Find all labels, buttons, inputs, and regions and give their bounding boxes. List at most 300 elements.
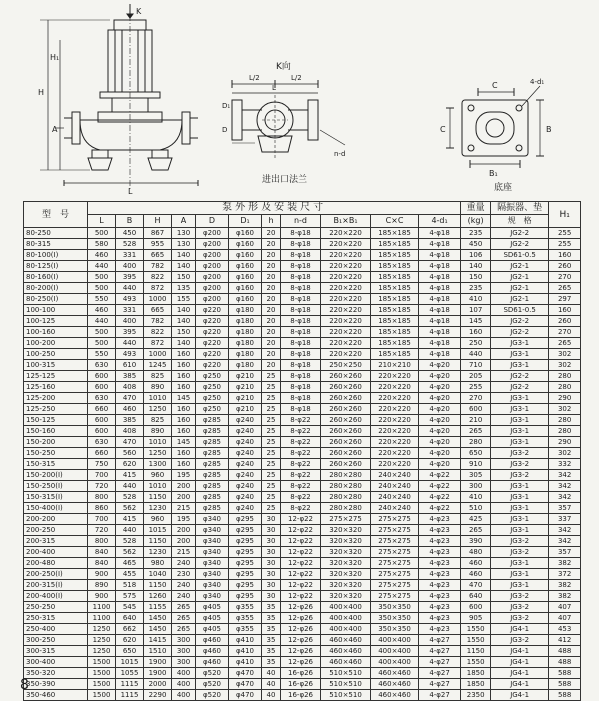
table-cell: 8-φ18 (281, 250, 321, 261)
table-cell: 600 (88, 415, 116, 426)
table-cell: JG3-2 (491, 613, 549, 624)
table-cell: 890 (144, 426, 172, 437)
table-cell: 408 (116, 426, 144, 437)
table-cell: 297 (549, 294, 581, 305)
table-cell: 4-φ18 (419, 239, 461, 250)
table-cell: 350×350 (371, 613, 419, 624)
table-cell: 4-φ27 (419, 657, 461, 668)
table-cell: 400×400 (321, 624, 371, 635)
table-row (24, 481, 581, 492)
table-cell: 1000 (144, 294, 172, 305)
table-cell: 385 (116, 415, 144, 426)
table-cell: 160 (172, 371, 196, 382)
table-cell: 460×460 (321, 646, 371, 657)
table-cell: 460×460 (371, 668, 419, 679)
table-cell: 415 (116, 514, 144, 525)
table-cell: φ160 (229, 283, 262, 294)
table-cell: 890 (88, 580, 116, 591)
table-cell: 900 (88, 569, 116, 580)
table-cell: 255 (549, 228, 581, 239)
table-cell: φ295 (229, 525, 262, 536)
model-cell: 150-200(Ⅰ) (24, 470, 88, 481)
table-cell: φ250 (196, 404, 229, 415)
table-row (24, 316, 581, 327)
table-cell: 4-φ20 (419, 437, 461, 448)
table-cell: 4-φ18 (419, 327, 461, 338)
table-cell: 350×350 (371, 624, 419, 635)
table-row (24, 294, 581, 305)
table-cell: 25 (262, 393, 281, 404)
table-cell: 562 (116, 503, 144, 514)
table-cell: 800 (88, 492, 116, 503)
table-cell: 270 (549, 327, 581, 338)
table-cell: φ340 (196, 569, 229, 580)
table-cell: 250×250 (321, 360, 371, 371)
table-cell: 160 (549, 305, 581, 316)
table-cell: 220×220 (371, 448, 419, 459)
table-row (24, 613, 581, 624)
table-cell: JG3-1 (491, 393, 549, 404)
table-cell: 280 (549, 415, 581, 426)
table-cell: JG3-1 (491, 360, 549, 371)
table-cell: 825 (144, 415, 172, 426)
table-cell: 260×260 (321, 415, 371, 426)
model-cell: 150-315 (24, 459, 88, 470)
table-cell: 8-φ22 (281, 503, 321, 514)
table-cell: 265 (172, 602, 196, 613)
table-cell: 185×185 (371, 305, 419, 316)
table-cell: 185×185 (371, 349, 419, 360)
table-cell: 8-φ18 (281, 327, 321, 338)
table-cell: φ460 (196, 635, 229, 646)
table-cell: JG3-1 (491, 404, 549, 415)
table-cell: 400 (172, 690, 196, 701)
table-cell: φ200 (196, 228, 229, 239)
table-cell: φ240 (229, 415, 262, 426)
table-cell: JG3-1 (491, 514, 549, 525)
label-half-l2: L/2 (291, 74, 302, 82)
table-cell: 130 (172, 228, 196, 239)
table-cell: 1015 (144, 525, 172, 536)
table-cell: 140 (172, 316, 196, 327)
table-cell: 1115 (116, 690, 144, 701)
table-cell: φ180 (229, 349, 262, 360)
table-cell: JG2-1 (491, 294, 549, 305)
table-cell: 528 (116, 492, 144, 503)
table-cell: 25 (262, 481, 281, 492)
table-cell: 395 (116, 272, 144, 283)
table-cell: φ160 (229, 239, 262, 250)
table-cell: 20 (262, 228, 281, 239)
table-cell: 160 (549, 250, 581, 261)
flange-caption: 进出口法兰 (262, 175, 308, 185)
table-cell: 665 (144, 250, 172, 261)
table-cell: 382 (549, 558, 581, 569)
table-cell: 342 (549, 492, 581, 503)
table-cell: 1150 (144, 536, 172, 547)
label-half-l1: L/2 (249, 74, 260, 82)
table-cell: 1150 (144, 580, 172, 591)
table-cell: 30 (262, 558, 281, 569)
model-cell: 200-200 (24, 514, 88, 525)
table-cell: φ355 (229, 624, 262, 635)
table-cell: φ220 (196, 316, 229, 327)
table-cell: 867 (144, 228, 172, 239)
table-cell: 560 (116, 448, 144, 459)
table-cell: 410 (461, 294, 491, 305)
table-cell: φ220 (196, 349, 229, 360)
table-cell: 270 (549, 272, 581, 283)
table-cell: 900 (88, 591, 116, 602)
table-cell: 280 (549, 371, 581, 382)
table-cell: 8-φ22 (281, 426, 321, 437)
table-cell: 440 (116, 338, 144, 349)
pump-spec-table (23, 201, 581, 701)
table-cell: 4-φ23 (419, 514, 461, 525)
model-cell: 100-200 (24, 338, 88, 349)
table-cell: JG3-1 (491, 558, 549, 569)
table-cell: 550 (88, 349, 116, 360)
table-cell: 235 (461, 283, 491, 294)
table-cell: 1500 (88, 657, 116, 668)
table-cell: 588 (549, 679, 581, 690)
table-cell: φ180 (229, 360, 262, 371)
table-cell: 220×220 (321, 272, 371, 283)
table-cell: 8-φ18 (281, 393, 321, 404)
table-cell: 25 (262, 503, 281, 514)
table-cell: 160 (172, 448, 196, 459)
table-cell: 215 (172, 503, 196, 514)
table-cell: 220×220 (371, 382, 419, 393)
table-cell: 185×185 (371, 239, 419, 250)
table-cell: 1250 (88, 635, 116, 646)
table-cell: 460 (461, 569, 491, 580)
table-cell: 8-φ18 (281, 338, 321, 349)
table-row (24, 448, 581, 459)
table-cell: 460 (116, 404, 144, 415)
table-cell: 650 (461, 448, 491, 459)
table-cell: 4-φ18 (419, 338, 461, 349)
flange-view (232, 80, 345, 160)
table-cell: 4-φ23 (419, 547, 461, 558)
table-cell: 8-φ22 (281, 481, 321, 492)
table-cell: 350×350 (371, 602, 419, 613)
table-cell: 210×210 (371, 360, 419, 371)
table-cell: 20 (262, 294, 281, 305)
table-cell: 700 (88, 514, 116, 525)
k-view-title: K向 (276, 62, 291, 72)
table-cell: 800 (88, 536, 116, 547)
table-cell: 470 (461, 580, 491, 591)
table-cell: 4-φ20 (419, 393, 461, 404)
table-cell: 160 (172, 404, 196, 415)
table-cell: 4-φ27 (419, 690, 461, 701)
table-cell: φ295 (229, 547, 262, 558)
model-cell: 80-125(Ⅰ) (24, 261, 88, 272)
table-cell: 1010 (144, 481, 172, 492)
table-cell: 270 (461, 393, 491, 404)
model-cell: 200-480 (24, 558, 88, 569)
table-cell: 30 (262, 580, 281, 591)
table-cell: φ160 (229, 250, 262, 261)
table-cell: 185×185 (371, 283, 419, 294)
table-cell: 890 (144, 382, 172, 393)
table-row (24, 690, 581, 701)
table-cell: 300 (461, 481, 491, 492)
header-col-d: D (196, 215, 229, 228)
table-row (24, 371, 581, 382)
header-weight-unit: (kg) (461, 215, 491, 228)
table-cell: 470 (116, 393, 144, 404)
table-cell: 1250 (144, 404, 172, 415)
table-row (24, 338, 581, 349)
table-cell: φ410 (229, 646, 262, 657)
table-cell: 782 (144, 316, 172, 327)
model-cell: 125-200 (24, 393, 88, 404)
table-cell: 140 (172, 338, 196, 349)
header-col-a: A (172, 215, 196, 228)
table-cell: 25 (262, 470, 281, 481)
table-cell: φ340 (196, 536, 229, 547)
table-cell: JG2-1 (491, 283, 549, 294)
header-col-d1: D₁ (229, 215, 262, 228)
table-cell: φ340 (196, 514, 229, 525)
model-cell: 150-200 (24, 437, 88, 448)
table-cell: φ250 (196, 371, 229, 382)
model-cell: 300-315 (24, 646, 88, 657)
table-cell: 185×185 (371, 272, 419, 283)
table-cell: 500 (88, 338, 116, 349)
table-cell: 185×185 (371, 228, 419, 239)
table-cell: 4-φ18 (419, 283, 461, 294)
table-cell: 390 (461, 536, 491, 547)
table-cell: JG3-1 (491, 349, 549, 360)
table-cell: 265 (549, 338, 581, 349)
table-cell: φ295 (229, 558, 262, 569)
table-cell: 1415 (144, 635, 172, 646)
table-cell: 4-φ20 (419, 459, 461, 470)
table-cell: φ460 (196, 646, 229, 657)
table-row (24, 536, 581, 547)
table-cell: 280 (461, 437, 491, 448)
table-cell: φ160 (229, 272, 262, 283)
table-cell: 518 (116, 580, 144, 591)
table-cell: 250 (461, 338, 491, 349)
table-cell: 1245 (144, 360, 172, 371)
table-cell: φ295 (229, 591, 262, 602)
table-cell: 665 (144, 305, 172, 316)
table-cell: 1010 (144, 437, 172, 448)
table-cell: 16-φ26 (281, 668, 321, 679)
table-cell: 1900 (144, 657, 172, 668)
header-col-h-small: h (262, 215, 281, 228)
table-cell: 640 (116, 613, 144, 624)
label-d: D (222, 126, 228, 134)
table-cell: JG2-1 (491, 261, 549, 272)
table-cell: JG3-2 (491, 448, 549, 459)
table-cell: 35 (262, 635, 281, 646)
table-cell: 460 (88, 250, 116, 261)
model-cell: 150-160 (24, 426, 88, 437)
table-cell: 822 (144, 327, 172, 338)
table-cell: 588 (549, 690, 581, 701)
table-cell: 290 (549, 393, 581, 404)
table-cell: 2000 (144, 679, 172, 690)
model-cell: 100-100 (24, 305, 88, 316)
table-cell: 240×240 (371, 481, 419, 492)
table-cell: 500 (88, 327, 116, 338)
table-cell: 260×260 (321, 459, 371, 470)
table-cell: 510×510 (321, 679, 371, 690)
table-cell: 275×275 (371, 525, 419, 536)
table-row (24, 646, 581, 657)
header-weight: 重量 (461, 202, 491, 215)
table-cell: 395 (116, 327, 144, 338)
model-cell: 100-125 (24, 316, 88, 327)
table-cell: 630 (88, 437, 116, 448)
table-cell: 8-φ22 (281, 459, 321, 470)
table-cell: 320×320 (321, 536, 371, 547)
model-cell: 250-250 (24, 602, 88, 613)
table-cell: 220×220 (371, 371, 419, 382)
table-cell: φ200 (196, 283, 229, 294)
table-row (24, 624, 581, 635)
table-row (24, 261, 581, 272)
label-4d1: 4-d₁ (530, 78, 545, 86)
table-cell: 415 (116, 470, 144, 481)
table-cell: 220×220 (321, 261, 371, 272)
label-d1: D₁ (222, 102, 231, 110)
table-cell: 12-φ22 (281, 536, 321, 547)
table-cell: 302 (549, 349, 581, 360)
table-cell: JG3-1 (491, 338, 549, 349)
table-cell: 400 (116, 261, 144, 272)
base-caption: 底座 (494, 183, 513, 193)
table-cell: 4-φ27 (419, 646, 461, 657)
table-cell: JG3-1 (491, 580, 549, 591)
pump-drawings (0, 0, 599, 200)
table-cell: 1850 (461, 679, 491, 690)
table-cell: φ200 (196, 294, 229, 305)
model-cell: 80-250(Ⅰ) (24, 294, 88, 305)
table-cell: 470 (116, 437, 144, 448)
table-cell: φ340 (196, 525, 229, 536)
table-cell: 280×280 (321, 503, 371, 514)
table-cell: 650 (116, 646, 144, 657)
base-plate-view (446, 86, 544, 168)
table-row (24, 349, 581, 360)
table-cell: φ240 (229, 470, 262, 481)
label-b1: B₁ (489, 169, 498, 178)
header-model: 型 号 (24, 202, 88, 228)
table-cell: 910 (461, 459, 491, 470)
table-row (24, 657, 581, 668)
table-cell: 872 (144, 283, 172, 294)
table-cell: 488 (549, 646, 581, 657)
table-cell: JG2-2 (491, 382, 549, 393)
table-cell: 1115 (116, 679, 144, 690)
table-cell: 300 (172, 657, 196, 668)
table-cell: 600 (88, 382, 116, 393)
table-cell: φ240 (229, 448, 262, 459)
table-cell: 1100 (88, 613, 116, 624)
table-cell: JG3-1 (491, 525, 549, 536)
table-cell: JG2-2 (491, 371, 549, 382)
table-cell: 440 (461, 349, 491, 360)
table-cell: JG3-1 (491, 503, 549, 514)
table-cell: 372 (549, 569, 581, 580)
table-cell: 275×275 (371, 547, 419, 558)
table-cell: 320×320 (321, 525, 371, 536)
table-cell: φ410 (229, 657, 262, 668)
table-cell: 1900 (144, 668, 172, 679)
table-cell: 185×185 (371, 261, 419, 272)
table-cell: 4-φ27 (419, 635, 461, 646)
label-l-flange: L (272, 84, 276, 92)
table-cell: 550 (88, 294, 116, 305)
table-cell: 160 (461, 327, 491, 338)
table-cell: 265 (461, 426, 491, 437)
table-cell: 8-φ22 (281, 448, 321, 459)
label-h1: H₁ (50, 53, 60, 62)
table-cell: 20 (262, 250, 281, 261)
table-cell: 1150 (461, 646, 491, 657)
table-cell: 40 (262, 679, 281, 690)
table-cell: φ285 (196, 470, 229, 481)
table-cell: JG2-2 (491, 327, 549, 338)
table-cell: JG4-1 (491, 690, 549, 701)
table-cell: φ220 (196, 338, 229, 349)
model-cell: 350-390 (24, 679, 88, 690)
table-cell: 4-φ20 (419, 426, 461, 437)
table-cell: 30 (262, 547, 281, 558)
table-cell: 275×275 (371, 580, 419, 591)
table-cell: 220×220 (321, 283, 371, 294)
table-cell: 425 (461, 514, 491, 525)
table-cell: 1500 (88, 690, 116, 701)
table-cell: 1250 (88, 624, 116, 635)
table-cell: 357 (549, 547, 581, 558)
table-cell: JG3-1 (491, 437, 549, 448)
model-cell: 150-250 (24, 448, 88, 459)
model-cell: 100-315 (24, 360, 88, 371)
table-cell: 185×185 (371, 338, 419, 349)
table-cell: 265 (172, 613, 196, 624)
table-row (24, 514, 581, 525)
table-cell: 4-φ22 (419, 470, 461, 481)
model-cell: 80-160(Ⅰ) (24, 272, 88, 283)
table-cell: 4-φ20 (419, 371, 461, 382)
table-row (24, 470, 581, 481)
table-cell: 240×240 (371, 470, 419, 481)
table-cell: 302 (549, 448, 581, 459)
table-row (24, 360, 581, 371)
table-cell: φ200 (196, 250, 229, 261)
table-cell: 400×400 (321, 613, 371, 624)
table-cell: 660 (88, 404, 116, 415)
table-cell: 140 (172, 261, 196, 272)
table-cell: 510 (461, 503, 491, 514)
table-cell: 4-φ23 (419, 602, 461, 613)
table-cell: 1150 (144, 492, 172, 503)
table-cell: 220×220 (371, 426, 419, 437)
table-row (24, 635, 581, 646)
model-cell: 125-125 (24, 371, 88, 382)
table-cell: 640 (461, 591, 491, 602)
table-cell: 1015 (116, 657, 144, 668)
table-cell: 220×220 (371, 437, 419, 448)
table-cell: 30 (262, 525, 281, 536)
